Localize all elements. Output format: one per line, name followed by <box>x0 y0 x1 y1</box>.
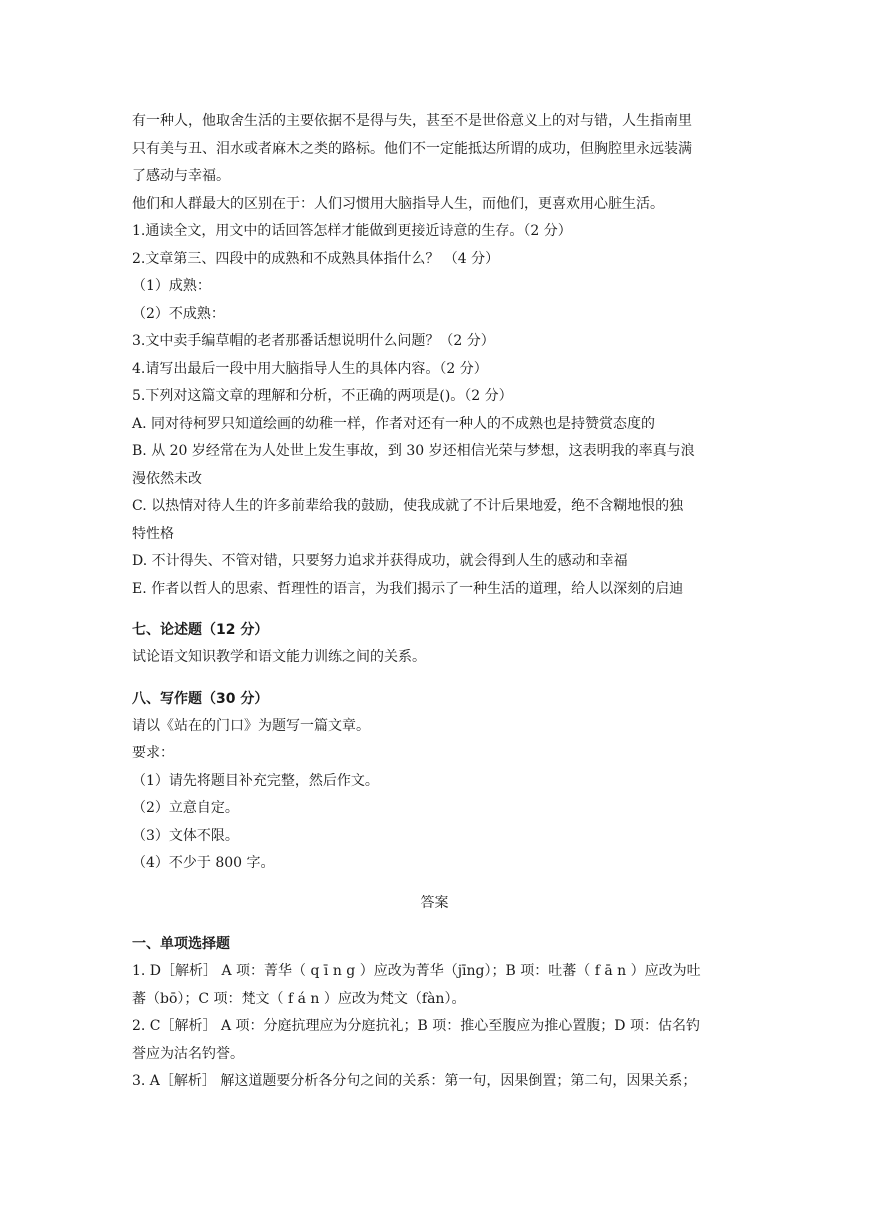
section-line: （1）请先将题目补充完整，然后作文。 <box>132 772 379 789</box>
section-line: （3）文体不限。 <box>132 827 239 844</box>
section-heading: 七、论述题（12 分） <box>132 622 269 638</box>
option-line: C. 以热情对待人生的许多前辈给我的鼓励，使我成就了不计后果地爱，绝不含糊地恨的独 <box>132 498 684 514</box>
question-line: 3.文中卖手编草帽的老者那番话想说明什么问题？（2 分） <box>132 333 495 349</box>
passage-line: 他们和人群最大的区别在于：人们习惯用大脑指导人生，而他们，更喜欢用心脏生活。 <box>132 195 664 212</box>
answers <box>132 890 737 1096</box>
passage-line: 只有美与丑、泪水或者麻木之类的路标。他们不一定能抵达所谓的成功，但胸腔里永远装满 <box>132 140 692 157</box>
option-line: D. 不计得失、不管对错，只要努力追求并获得成功，就会得到人生的感动和幸福 <box>132 553 628 569</box>
section-text: 试论语文知识教学和语文能力训练之间的关系。 <box>132 649 426 665</box>
answer-line: 1. D［解析］ A 项：菁华（ q ī n g ）应改为菁华（jīng）；B 项：吐蕃（ f ā n ）应改为吐 <box>132 963 701 979</box>
option-line: 特性格 <box>132 525 174 542</box>
option-line: A. 同对待柯罗只知道绘画的幼稚一样，作者对还有一种人的不成熟也是持赞赏态度的 <box>132 415 656 432</box>
passage <box>132 108 737 218</box>
answer-line: 蕃（bō）；C 项：梵文（ f á n ）应改为梵文（fàn）。 <box>132 990 466 1007</box>
section-8 <box>132 686 737 878</box>
question-line: 1.通读全文，用文中的话回答怎样才能做到更接近诗意的生存。（2 分） <box>132 223 572 239</box>
questions <box>132 218 737 603</box>
section-heading: 八、写作题（30 分） <box>132 690 269 707</box>
answer-line: 3. A［解析］ 解这道题要分析各分句之间的关系：第一句，因果倒置；第二句，因果关系； <box>132 1073 697 1089</box>
section-line: （2）立意自定。 <box>132 800 239 816</box>
option-line: B. 从 20 岁经常在为人处世上发生事故，到 30 岁还相信光荣与梦想，这表明我的率真与浪 <box>132 443 695 459</box>
question-line: （1）成熟： <box>132 278 211 294</box>
passage-line: 有一种人，他取舍生活的主要依据不是得与失，甚至不是世俗意义上的对与错，人生指南里 <box>132 113 692 129</box>
option-line: 漫依然未改 <box>132 470 202 487</box>
section-7 <box>132 617 737 672</box>
option-line: E. 作者以哲人的思索、哲理性的语言，为我们揭示了一种生活的道理，给人以深刻的启迪 <box>132 580 684 597</box>
question-line: （2）不成熟： <box>132 305 225 322</box>
section-line: 要求： <box>132 745 174 761</box>
answers-title: 答案 <box>420 894 449 911</box>
passage-line: 了感动与幸福。 <box>132 168 230 184</box>
section-heading: 一、单项选择题 <box>132 936 230 952</box>
answer-line: 2. C［解析］ A 项：分庭抗理应为分庭抗礼；B 项：推心至腹应为推心置腹；D 项：估名钓 <box>132 1018 700 1034</box>
section-line: 请以《站在的门口》为题写一篇文章。 <box>132 717 370 734</box>
question-line: 4.请写出最后一段中用大脑指导人生的具体内容。（2 分） <box>132 360 488 377</box>
section-line: （4）不少于 800 字。 <box>132 855 275 871</box>
answer-line: 誉应为沽名钓誉。 <box>132 1045 244 1062</box>
question-line: 5.下列对这篇文章的理解和分析，不正确的两项是()。（2 分） <box>132 388 513 404</box>
question-line: 2.文章第三、四段中的成熟和不成熟具体指什么？ （4 分） <box>132 250 500 267</box>
